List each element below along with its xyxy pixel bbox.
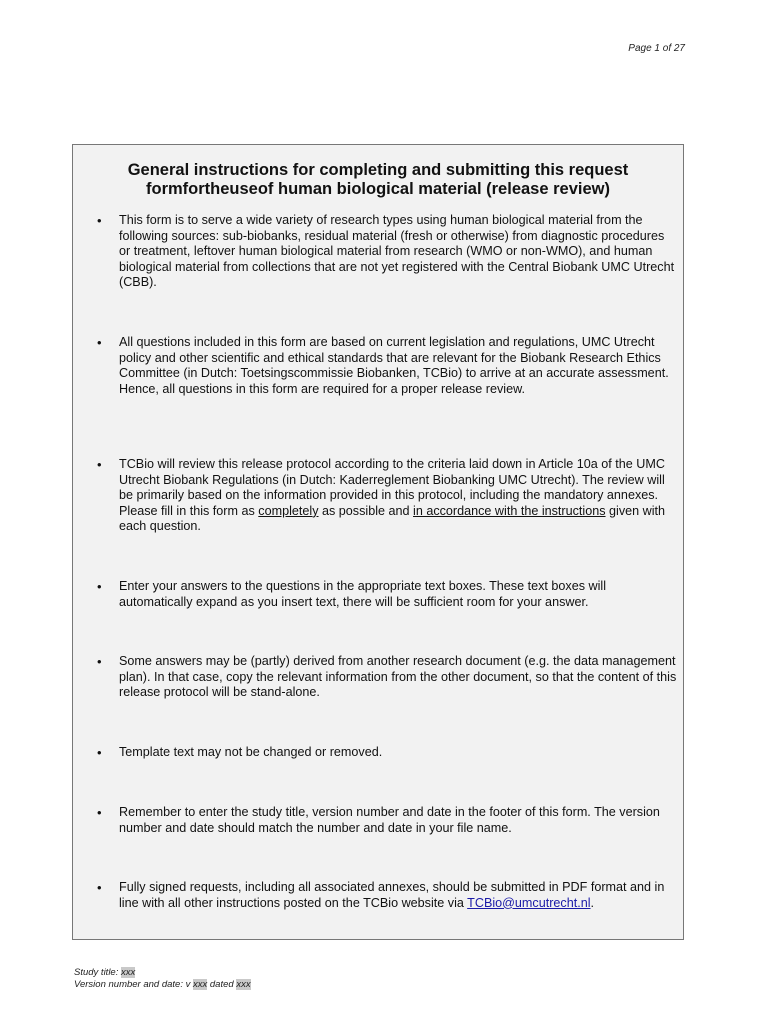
underlined-completely: completely (258, 503, 319, 518)
bullet-item-form-purpose (97, 213, 677, 291)
study-title-label: Study title: (74, 967, 121, 978)
text-segment: given with each question. (119, 503, 666, 534)
text-segment: as possible and (318, 503, 414, 518)
instructions-title (83, 161, 673, 199)
tcbio-email-link[interactable]: TCBio@umcutrecht.nl (467, 895, 591, 910)
bullet-item-footer-reminder (97, 805, 677, 836)
instructions-box (72, 144, 684, 940)
version-number-field[interactable]: xxx (193, 979, 208, 990)
bullet-item-text-boxes (97, 579, 677, 610)
page-number: Page 1 of 27 (628, 43, 685, 54)
bullet-text: Some answers may be (partly) derived from another research document (e.g. the data management plan). In that case, copy the relevant information from the other document, so that the content of this release protocol will be stand-alone. (119, 654, 677, 700)
bullet-icon: • (97, 457, 102, 472)
bullet-text: Enter your answers to the questions in the appropriate text boxes. These text boxes will automatically expand as you insert text, there will be sufficient room for your answer. (119, 579, 606, 609)
bullet-text: This form is to serve a wide variety of research types using human biological material from the following sources: sub-biobanks, residual material (fresh or otherwise) from diagnostic procedures or treatment, leftover human biological material from research (WMO or non-WMO), and human biological material from collections that are not yet registered with the Central Biobank UMC Utrecht (CBB). (119, 213, 675, 290)
bullet-text (119, 880, 677, 911)
title-line-2: formfortheuseof human biological material (release review) (146, 180, 610, 198)
footer-version (74, 979, 251, 991)
page-footer (74, 967, 251, 991)
bullet-text (119, 457, 677, 535)
title-line-1: General instructions for completing and submitting this request (127, 161, 629, 179)
text-segment: Fully signed requests, including all associated annexes, should be submitted in PDF format and in line with all other instructions posted on the TCBio website via (119, 880, 665, 910)
bullet-icon: • (97, 745, 102, 760)
bullet-item-submission (97, 880, 677, 911)
bullet-item-derived-answers (97, 654, 677, 701)
bullet-icon: • (97, 213, 102, 228)
study-title-field[interactable]: xxx (121, 967, 136, 978)
text-segment: TCBio will review this release protocol according to the criteria laid down in Article 10a of the UMC Utrecht Biobank Regulations (in Dutch: Kaderreglement Biobanking UMC Utrecht). The review will be primarily based on the information provided in this protocol, including the mandatory annexes. Please fill in this form as (119, 457, 665, 518)
footer-study-title (74, 967, 251, 979)
bullet-text: All questions included in this form are based on current legislation and regulations, UMC Utrecht policy and other scientific and ethical standards that are relevant for the Biobank Research Ethics Committee (in Dutch: Toetsingscommissie Biobanken, TCBio) to arrive at an accurate assessment. Hence, all questions in this form are required for a proper release review. (119, 335, 669, 396)
bullet-icon: • (97, 880, 102, 895)
dated-label: dated (207, 979, 237, 990)
bullet-icon: • (97, 654, 102, 669)
text-segment: . (590, 895, 595, 910)
bullet-icon: • (97, 335, 102, 350)
version-date-field[interactable]: xxx (236, 979, 251, 990)
bullet-item-legislation (97, 335, 677, 397)
bullet-icon: • (97, 579, 102, 594)
underlined-instructions: in accordance with the instructions (413, 503, 606, 518)
bullet-icon: • (97, 805, 102, 820)
bullet-item-template-text (97, 745, 677, 761)
version-label: Version number and date: v (74, 979, 193, 990)
bullet-item-review-criteria (97, 457, 677, 535)
bullet-text: Remember to enter the study title, version number and date in the footer of this form. The version number and date should match the number and date in your file name. (119, 805, 660, 835)
bullet-text: Template text may not be changed or removed. (119, 745, 383, 759)
